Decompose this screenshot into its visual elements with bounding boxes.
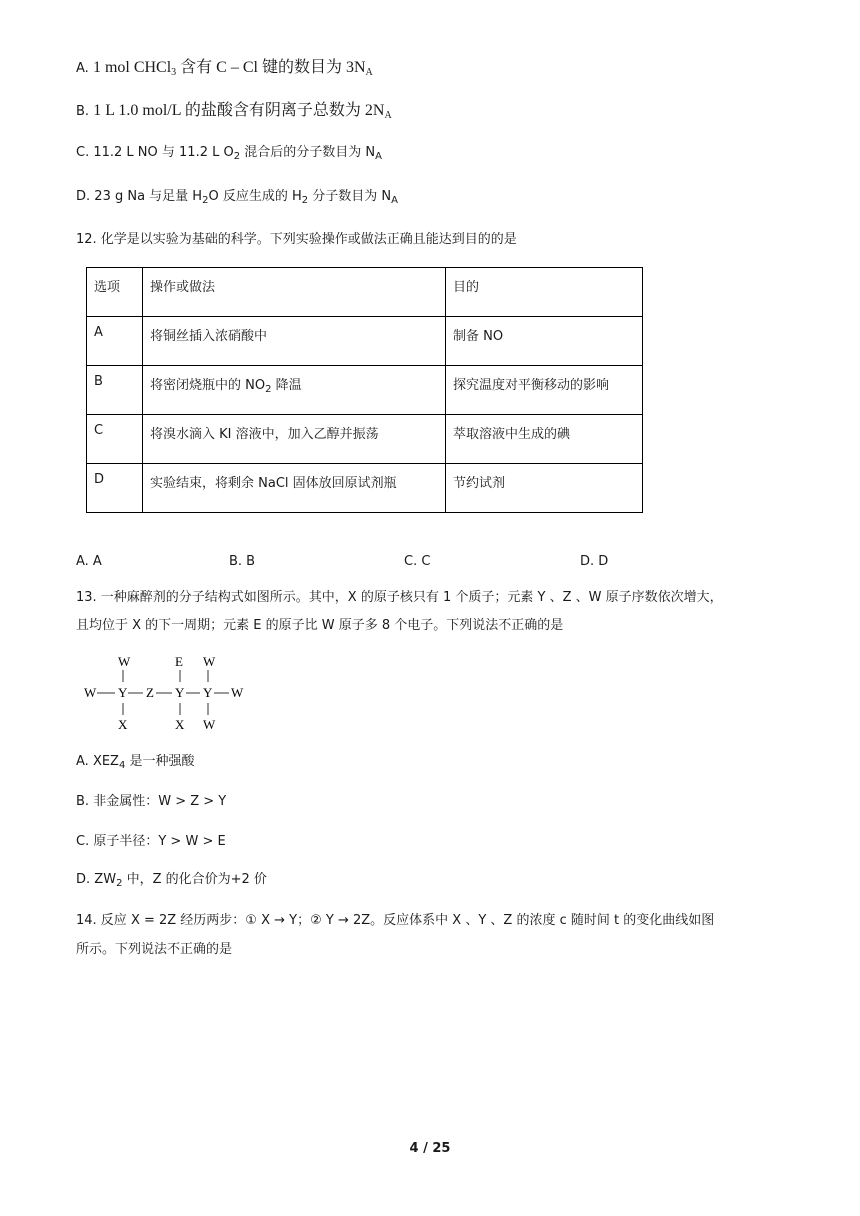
q13-option-c xyxy=(76,832,226,852)
q14-stem-line2: 所示。下列说法不正确的是 xyxy=(76,942,233,957)
structural-formula xyxy=(80,650,250,734)
table-header-row xyxy=(87,268,643,317)
table-row xyxy=(87,317,643,366)
header-cell: 操作或做法 xyxy=(143,268,446,317)
goal-cell: 萃取溶液中生成的碘 xyxy=(446,415,643,464)
atom-label: W xyxy=(84,685,97,700)
option-text: 原子半径：Y > W > E xyxy=(93,834,226,849)
atom-label: X xyxy=(118,717,128,732)
header-cell: 选项 xyxy=(87,268,143,317)
q13-stem-line1: 13. 一种麻醉剂的分子结构式如图所示。其中，X 的原子核只有 1 个质子；元素 Y 、Z 、W 原子序数依次增大， xyxy=(76,590,723,605)
option-label: D. xyxy=(76,872,91,887)
q12-choice-d: D. D xyxy=(580,554,609,569)
goal-cell: 制备 NO xyxy=(446,317,643,366)
atom-label: Y xyxy=(175,685,185,700)
atom-label: W xyxy=(203,654,216,669)
q14-stem-line1: 14. 反应 X = 2Z 经历两步：① X → Y；② Y → 2Z。反应体系中 X 、Y 、Z 的浓度 c 随时间 t 的变化曲线如图 xyxy=(76,913,715,928)
table-row xyxy=(87,366,643,415)
option-text: 1 mol CHCl$_3$ 含有 C – Cl 键的数目为 $3N_A$ xyxy=(92,59,373,78)
q12-choice-a: A. A xyxy=(76,554,102,569)
q12-table xyxy=(86,267,643,513)
option-label: C. xyxy=(76,145,90,160)
q13-stem-line2: 且均位于 X 的下一周期；元素 E 的原子比 W 原子多 8 个电子。下列说法不正确的是 xyxy=(76,618,564,633)
table-row xyxy=(87,464,643,513)
q11-option-b xyxy=(76,101,392,122)
option-label: D. xyxy=(76,189,91,204)
goal-cell: 探究温度对平衡移动的影响 xyxy=(446,366,643,415)
header-cell: 目的 xyxy=(446,268,643,317)
atom-label: W xyxy=(203,717,216,732)
q12-choice-b: B. B xyxy=(229,554,256,569)
operation-cell: 实验结束，将剩余 NaCl 固体放回原试剂瓶 xyxy=(143,464,446,513)
goal-cell: 节约试剂 xyxy=(446,464,643,513)
option-cell: A xyxy=(87,317,143,366)
option-label: A. xyxy=(76,754,89,769)
option-text: $XEZ_4$ 是一种强酸 xyxy=(92,754,195,771)
option-label: C. xyxy=(76,834,90,849)
operation-cell: 将溴水滴入 KI 溶液中，加入乙醇并振荡 xyxy=(143,415,446,464)
option-label: B. xyxy=(76,794,90,809)
option-text: 23 g Na 与足量 $H_2O$ 反应生成的 $H_2$ 分子数目为 $N_A$ xyxy=(94,189,398,206)
q13-option-b xyxy=(76,792,226,812)
table-row xyxy=(87,415,643,464)
option-cell: D xyxy=(87,464,143,513)
q11-option-c xyxy=(76,143,382,163)
q12-stem: 12. 化学是以实验为基础的科学。下列实验操作或做法正确且能达到目的的是 xyxy=(76,232,517,247)
atom-label: Y xyxy=(203,685,213,700)
option-label: A. xyxy=(76,61,89,76)
q11-option-d xyxy=(76,187,398,207)
page-number: 4 / 25 xyxy=(409,1141,451,1156)
atom-label: W xyxy=(118,654,131,669)
operation-cell: 将密闭烧瓶中的 $NO_2$ 降温 xyxy=(143,366,446,415)
option-label: B. xyxy=(76,104,90,119)
atom-label: Z xyxy=(146,685,154,700)
operation-cell: 将铜丝插入浓硝酸中 xyxy=(143,317,446,366)
option-text: 非金属性：W > Z > Y xyxy=(93,794,227,809)
q11-option-a xyxy=(76,58,373,79)
q12-choice-c: C. C xyxy=(404,554,431,569)
atom-label: X xyxy=(175,717,185,732)
option-cell: C xyxy=(87,415,143,464)
option-text: 11.2 L NO 与 11.2 L $O_2$ 混合后的分子数目为 $N_A$ xyxy=(93,145,382,162)
q13-option-d xyxy=(76,870,267,890)
atom-label: E xyxy=(175,654,183,669)
option-cell: B xyxy=(87,366,143,415)
atom-label: W xyxy=(231,685,244,700)
atom-label: Y xyxy=(118,685,128,700)
q13-option-a xyxy=(76,752,194,772)
option-text: $ZW_2$ 中，Z 的化合价为+2 价 xyxy=(94,872,267,889)
option-text: 1 L 1.0 mol/L 的盐酸含有阴离子总数为 $2N_A$ xyxy=(93,102,392,121)
